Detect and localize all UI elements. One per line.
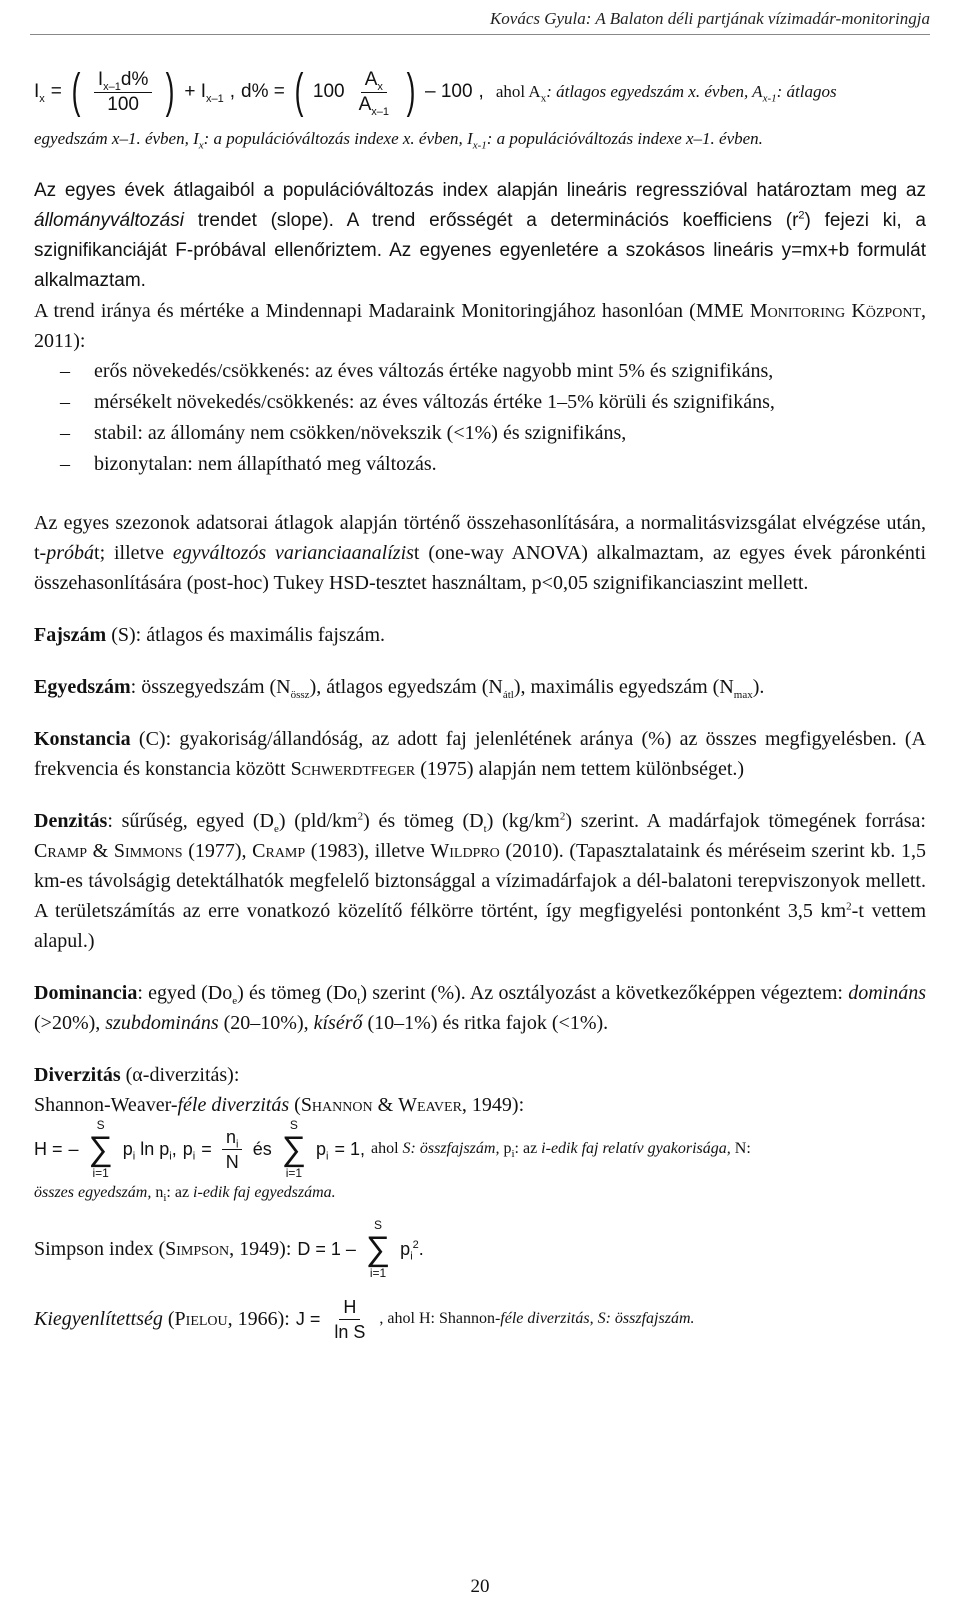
header-rule [30,34,930,35]
pielou-formula: Kiegyenlítettség (Pielou, 1966): J = $\frac{H}{\text{ln S}}$ , ahol H: Shannon-féle diverzitás, S: összfajszám. [34,1296,695,1342]
trend-paragraph: Az egyes évek átlagaiból a populációváltozás index alapján lineáris regresszióval határoztam meg az állományváltozási trendet (slope). A trend erősségét a determinációs koefficiens $(r^2)$ fejezi ki, a szignifikanciáját F-próbával ellenőriztem. Az egyenes egyenletére a szokásos lineáris y=mx+b formulát alkalmaztam. [34,180,927,291]
trend-direction-paragraph: A trend iránya és mértéke a Mindennapi Madaraink Monitoringjához hasonlóan (MME Monitoring Központ, 2011): [34,300,926,352]
simpson-formula: Simpson index (Simpson, 1949): D = 1 – S ∑ i=1 $p_i^2$. [34,1218,424,1280]
right-paren: ) [165,65,175,118]
fraction-ratio: $\frac{A_x}{A_{x-1}}$ [358,68,390,118]
shannon-definitions: összes egyedszám, $n_i$: az i-edik faj egyedszáma. [34,1184,336,1205]
fajszam-definition: Fajszám (S): átlagos és maximális fajszám. [34,624,386,646]
egyedszam-definition: Egyedszám: összegyedszám $(N_{össz})$, átlagos egyedszám $(N_{átl})$, maximális egyedszám $(N_{max})$. [34,676,765,701]
page-number: 20 [470,1576,490,1597]
page-content [34,62,926,1348]
running-header: Kovács Gyula: A Balaton déli partjának vízimadár-monitoringja [489,9,930,28]
dominancia-definition: Dominancia: egyed $(Do_e)$ és tömeg $(Do_t)$ szerint (%). Az osztályozást a következőképpen végeztem: domináns (>20%), szubdomináns (20–10%), kísérő (10–1%) és ritka fajok (<1%). [34,982,926,1034]
sum-symbol: S ∑ i=1 [365,1218,391,1280]
list-item: – stabil: az állomány nem csökken/növekszik (<1%) és szignifikáns, [94,418,926,449]
left-paren: ( [71,65,81,118]
formula-definitions: egyedszám x–1. évben, $I_x$: a populációváltozás indexe x. évben, $I_{x-1}$: a populációváltozás indexe x–1. évben. [34,129,763,152]
fraction-relative-frequency: $\frac{n_i}{N}$ [222,1125,243,1174]
fraction-evenness: $\frac{H}{\text{ln S}}$ [334,1296,366,1342]
shannon-formula: H = – S ∑ i=1 $p_i$ $\ln p_i$, $p_i$ = $\frac{n_i}{N}$ és S ∑ i=1 $p_i$ = 1, ahol S: összfajszám, $p_i$: az i-edik faj relatív gyakorisága, N: [34,1118,751,1180]
denzitas-definition: Denzitás: sűrűség, egyed $(D_e)$ $(pld/km^2)$ és tömeg $(D_t)$ $(kg/km^2)$ szerint. A madárfajok tömegének forrása: Cramp & Simmons (1977), Cramp (1983), illetve Wildpro (2010). (Tapasztalataink és méréseim szerint kb. 1,5 km-es távolságig detektálhatók megfelelő biztonsággal a vízimadárfajok a dél-balatoni terepviszonyok mellett. A területszámítás az erre vonatkozó közelítő félkörre történt, így megfigyelési pontonként 3,5 $km^2-t$ vettem alapul.) [34,810,926,952]
list-item: – mérsékelt növekedés/csökkenés: az éves változás értéke 1–5% körüli és szignifikáns, [94,387,926,418]
shannon-weaver-label: Shannon-Weaver-féle diverzitás (Shannon & Weaver, 1949): [34,1094,525,1116]
seasons-paragraph: Az egyes szezonok adatsorai átlagok alapján történő összehasonlítására, a normalitásvizsgálat elvégzése után, t-próbát; illetve egyváltozós varianciaanalízist (one-way ANOVA) alkalmaztam, az egyes évek páronkénti összehasonlítására (post-hoc) Tukey HSD-tesztet használtam, p<0,05 szignifikanciaszint mellett. [34,512,927,594]
diverzitas-heading: Diverzitás (α-diverzitás): [34,1064,240,1086]
list-item: – bizonytalan: nem állapítható meg változás. [94,449,926,480]
list-item: – erős növekedés/csökkenés: az éves változás értéke nagyobb mint 5% és szignifikáns, [94,356,926,387]
population-index-formula: $I_x$ = ( $\frac{I_{x-1}d\%}{100}$ ) + $I_{x-1}$ , d% = ( 100 $\frac{A_x}{A_{x-1}}$ ) – 100 , ahol $A_x$: átlagos egyedszám x. évben, $A_{x-1}$: átlagos [34,65,837,118]
sum-symbol: S ∑ i=1 [281,1118,306,1180]
trend-category-list [34,356,926,480]
sum-symbol: S ∑ i=1 [88,1118,113,1180]
fraction-index: $\frac{I_{x-1}d\%}{100}$ [94,68,153,117]
konstancia-definition: Konstancia (C): gyakoriság/állandóság, az adott faj jelenlétének aránya (%) az összes megfigyelésben. (A frekvencia és konstancia között Schwerdtfeger (1975) alapján nem tettem különbséget.) [34,728,926,780]
